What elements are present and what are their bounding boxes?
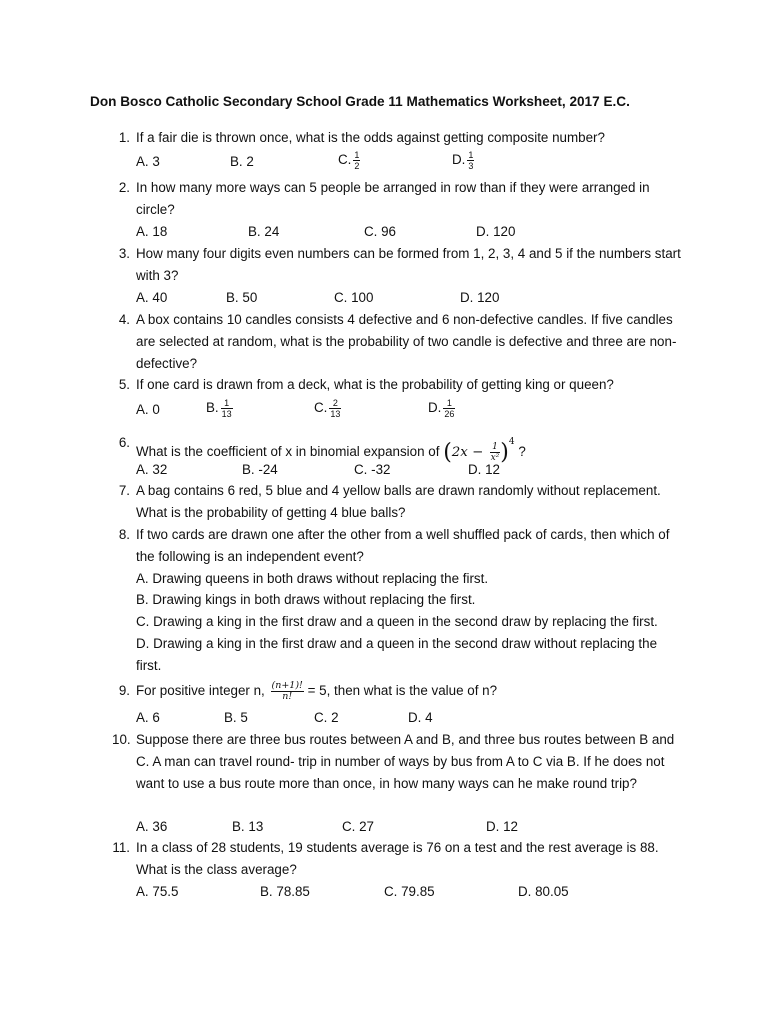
option-a: A. 0: [136, 402, 160, 417]
option-c: C. -32: [354, 462, 391, 477]
option-d: D. $\frac{1}{26}$: [428, 398, 455, 419]
question-text: In how many more ways can 5 people be arranged in row than if they were arranged in circle?: [136, 180, 650, 217]
option-d: D. 12: [468, 462, 501, 477]
question-number: 2.: [118, 180, 130, 195]
question-text: A bag contains 6 red, 5 blue and 4 yellow balls are drawn randomly without replacement. What is the probability of getting 4 blue balls?: [136, 483, 661, 520]
option-d: D. 120: [476, 224, 516, 239]
option-d: D. 12: [486, 819, 519, 834]
question-9: 9. For positive integer n, $\frac{(n+1)!}{n!}$ = 5, then what is the value of n?: [112, 680, 682, 702]
option-c: C. $\frac{1}{2}$: [338, 150, 360, 171]
question-number: 11.: [112, 840, 130, 855]
option-b: B. 5: [224, 710, 248, 725]
option-d: D. Drawing a king in the first draw and a queen in the second draw without replacing the first.: [136, 635, 658, 673]
option-a: A. 40: [136, 290, 168, 305]
option-c: C. 2: [314, 710, 339, 725]
option-c: C. 96: [364, 224, 397, 239]
question-number: 7.: [118, 483, 130, 498]
binomial-expression: (2x − $\frac{1}{\text{x²}}$ )$^4$: [443, 437, 515, 465]
option-c: C. 27: [342, 819, 375, 834]
option-b: B. Drawing kings in both draws without replacing the first.: [136, 592, 476, 608]
option-b: B. -24: [242, 462, 278, 477]
option-b: B. 78.85: [260, 884, 310, 899]
question-text: If a fair die is thrown once, what is the odds against getting composite number?: [136, 130, 605, 145]
question-number: 10.: [112, 732, 131, 747]
option-a: A. 36: [136, 819, 168, 834]
question-text: In a class of 28 students, 19 students average is 76 on a test and the rest average is 88. What is the class average?: [136, 840, 659, 877]
option-a: A. Drawing queens in both draws without replacing the first.: [136, 570, 489, 586]
question-text: A box contains 10 candles consists 4 defective and 6 non-defective candles. If five candles are selected at random, what is the probability of two candle is defective and three are non-defective?: [136, 312, 677, 371]
option-c: C. 100: [334, 290, 374, 305]
question-text: What is the coefficient of x in binomial expansion of: [136, 444, 440, 459]
question-1: [112, 127, 682, 149]
option-b: B. 50: [226, 290, 258, 305]
question-10: [112, 729, 682, 794]
question-text: For positive integer n,: [136, 683, 265, 698]
question-text: Suppose there are three bus routes between A and B, and three bus routes between B and C. A man can travel round- trip in number of ways by bus from A to C via B. If he does not want to use a bus route more than once, in how many ways can he make round trip?: [136, 732, 675, 791]
option-d: D. 80.05: [518, 884, 569, 899]
question-2: [112, 177, 682, 221]
option-d: D. $\frac{1}{3}$: [452, 150, 474, 171]
option-c: C. $\frac{2}{13}$: [314, 398, 341, 419]
option-a: A. 18: [136, 224, 168, 239]
option-b: B. $\frac{1}{13}$: [206, 398, 232, 419]
question-6: 6. What is the coefficient of x in binomial expansion of (2x − $\frac{1}{\text{x²}}$ )$^4$ ?: [112, 432, 682, 464]
option-d: D. 120: [460, 290, 500, 305]
question-number: 4.: [118, 312, 130, 327]
question-5: [112, 374, 682, 396]
question-8: [112, 524, 682, 677]
question-3: [112, 243, 682, 287]
question-number: 1.: [118, 130, 130, 145]
option-c: C. Drawing a king in the first draw and a queen in the second draw by replacing the first.: [136, 614, 658, 630]
option-d: D. 4: [408, 710, 433, 725]
option-a: A. 32: [136, 462, 168, 477]
question-number: 6.: [118, 435, 130, 450]
option-b: B. 2: [230, 154, 254, 169]
worksheet-title: Don Bosco Catholic Secondary School Grade 11 Mathematics Worksheet, 2017 E.C.: [90, 94, 630, 109]
question-number: 3.: [118, 246, 130, 261]
option-a: A. 75.5: [136, 884, 179, 899]
question-text: How many four digits even numbers can be formed from 1, 2, 3, 4 and 5 if the numbers start with 3?: [136, 246, 681, 283]
factorial-fraction: $\frac{(n+1)!}{n!}$: [271, 679, 303, 702]
option-c: C. 79.85: [384, 884, 435, 899]
question-11: [112, 837, 682, 881]
option-b: B. 13: [232, 819, 264, 834]
option-b: B. 24: [248, 224, 280, 239]
question-4: [112, 309, 682, 374]
question-text: If two cards are drawn one after the other from a well shuffled pack of cards, then which of the following is an independent event?: [136, 527, 670, 564]
question-number: 9.: [118, 683, 130, 698]
question-7: [112, 480, 682, 524]
option-a: A. 3: [136, 154, 160, 169]
option-a: A. 6: [136, 710, 160, 725]
question-text: If one card is drawn from a deck, what is the probability of getting king or queen?: [136, 377, 614, 392]
question-number: 8.: [118, 527, 130, 542]
question-number: 5.: [118, 377, 130, 392]
